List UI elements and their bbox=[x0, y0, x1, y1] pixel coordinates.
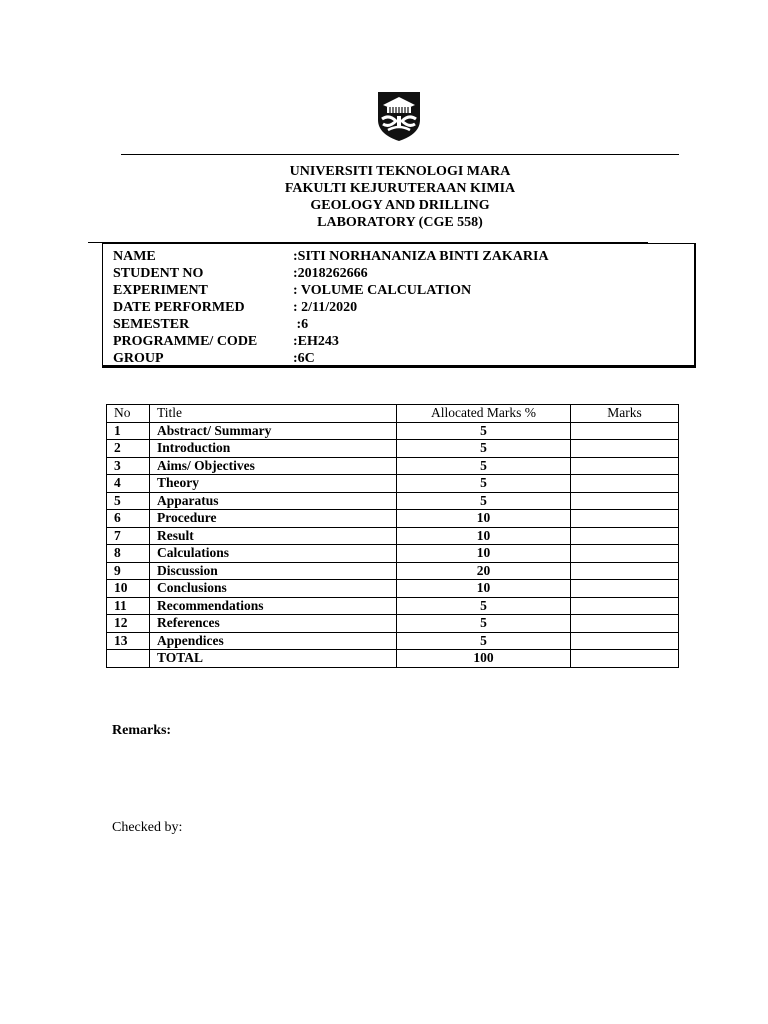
row-marks bbox=[571, 615, 679, 633]
row-no: 6 bbox=[107, 510, 150, 528]
row-marks bbox=[571, 422, 679, 440]
row-marks bbox=[571, 457, 679, 475]
row-marks bbox=[571, 632, 679, 650]
row-allocated: 10 bbox=[397, 580, 571, 598]
info-label: EXPERIMENT bbox=[113, 283, 208, 298]
info-label: DATE PERFORMED bbox=[113, 300, 245, 315]
row-title: Appendices bbox=[150, 632, 397, 650]
row-allocated: 5 bbox=[397, 457, 571, 475]
row-title: Conclusions bbox=[150, 580, 397, 598]
info-value: : 2/11/2020 bbox=[293, 300, 358, 315]
total-marks bbox=[571, 650, 679, 668]
table-row bbox=[107, 492, 679, 510]
total-no bbox=[107, 650, 150, 668]
row-allocated: 10 bbox=[397, 545, 571, 563]
row-no: 9 bbox=[107, 562, 150, 580]
row-no: 7 bbox=[107, 527, 150, 545]
info-label: SEMESTER bbox=[113, 317, 190, 332]
row-title: Result bbox=[150, 527, 397, 545]
row-title: Recommendations bbox=[150, 597, 397, 615]
row-marks bbox=[571, 597, 679, 615]
row-no: 12 bbox=[107, 615, 150, 633]
column-header-allocated: Allocated Marks % bbox=[397, 405, 571, 423]
university-crest-icon bbox=[374, 90, 424, 142]
row-title: Aims/ Objectives bbox=[150, 457, 397, 475]
row-title: Theory bbox=[150, 475, 397, 493]
table-row bbox=[107, 457, 679, 475]
info-value: :2018262666 bbox=[293, 266, 368, 281]
row-no: 5 bbox=[107, 492, 150, 510]
table-row bbox=[107, 527, 679, 545]
remarks-label: Remarks: bbox=[112, 723, 172, 738]
document-header bbox=[100, 163, 700, 231]
row-marks bbox=[571, 545, 679, 563]
row-title: Discussion bbox=[150, 562, 397, 580]
row-no: 13 bbox=[107, 632, 150, 650]
table-row bbox=[107, 562, 679, 580]
row-allocated: 5 bbox=[397, 597, 571, 615]
info-value: :SITI NORHANANIZA BINTI ZAKARIA bbox=[293, 249, 549, 264]
table-row bbox=[107, 545, 679, 563]
marks-table bbox=[106, 404, 679, 668]
row-no: 11 bbox=[107, 597, 150, 615]
info-label: GROUP bbox=[113, 351, 164, 366]
row-allocated: 10 bbox=[397, 527, 571, 545]
row-marks bbox=[571, 492, 679, 510]
row-allocated: 10 bbox=[397, 510, 571, 528]
row-title: Procedure bbox=[150, 510, 397, 528]
row-marks bbox=[571, 580, 679, 598]
row-allocated: 5 bbox=[397, 615, 571, 633]
row-no: 3 bbox=[107, 457, 150, 475]
row-allocated: 5 bbox=[397, 632, 571, 650]
student-info-box bbox=[102, 243, 696, 368]
info-label: STUDENT NO bbox=[113, 266, 204, 281]
row-marks bbox=[571, 440, 679, 458]
faculty-name: FAKULTI KEJURUTERAAN KIMIA bbox=[284, 181, 516, 196]
total-allocated: 100 bbox=[397, 650, 571, 668]
info-label: NAME bbox=[113, 249, 156, 264]
column-header-no: No bbox=[107, 405, 150, 423]
info-value: :EH243 bbox=[293, 334, 339, 349]
table-row bbox=[107, 597, 679, 615]
row-allocated: 5 bbox=[397, 492, 571, 510]
info-value: :6 bbox=[293, 317, 309, 332]
row-title: Introduction bbox=[150, 440, 397, 458]
row-title: References bbox=[150, 615, 397, 633]
row-no: 2 bbox=[107, 440, 150, 458]
row-marks bbox=[571, 475, 679, 493]
table-row bbox=[107, 475, 679, 493]
info-value: :6C bbox=[293, 351, 315, 366]
course-code: LABORATORY (CGE 558) bbox=[317, 215, 483, 230]
table-row bbox=[107, 632, 679, 650]
row-no: 8 bbox=[107, 545, 150, 563]
column-header-title: Title bbox=[150, 405, 397, 423]
table-row bbox=[107, 580, 679, 598]
info-value: : VOLUME CALCULATION bbox=[293, 283, 472, 298]
table-row bbox=[107, 422, 679, 440]
row-no: 1 bbox=[107, 422, 150, 440]
course-name: GEOLOGY AND DRILLING bbox=[310, 198, 490, 213]
column-header-marks: Marks bbox=[571, 405, 679, 423]
row-title: Apparatus bbox=[150, 492, 397, 510]
row-allocated: 5 bbox=[397, 422, 571, 440]
university-name: UNIVERSITI TEKNOLOGI MARA bbox=[289, 164, 511, 179]
table-total-row bbox=[107, 650, 679, 668]
header-divider bbox=[121, 154, 679, 155]
row-allocated: 20 bbox=[397, 562, 571, 580]
checked-by-label: Checked by: bbox=[112, 820, 183, 835]
row-marks bbox=[571, 527, 679, 545]
row-no: 4 bbox=[107, 475, 150, 493]
row-allocated: 5 bbox=[397, 440, 571, 458]
row-title: Calculations bbox=[150, 545, 397, 563]
info-label: PROGRAMME/ CODE bbox=[113, 334, 258, 349]
total-title: TOTAL bbox=[150, 650, 397, 668]
table-row bbox=[107, 615, 679, 633]
table-row bbox=[107, 440, 679, 458]
table-row bbox=[107, 510, 679, 528]
row-marks bbox=[571, 510, 679, 528]
table-header-row bbox=[107, 405, 679, 423]
row-title: Abstract/ Summary bbox=[150, 422, 397, 440]
row-allocated: 5 bbox=[397, 475, 571, 493]
row-marks bbox=[571, 562, 679, 580]
row-no: 10 bbox=[107, 580, 150, 598]
